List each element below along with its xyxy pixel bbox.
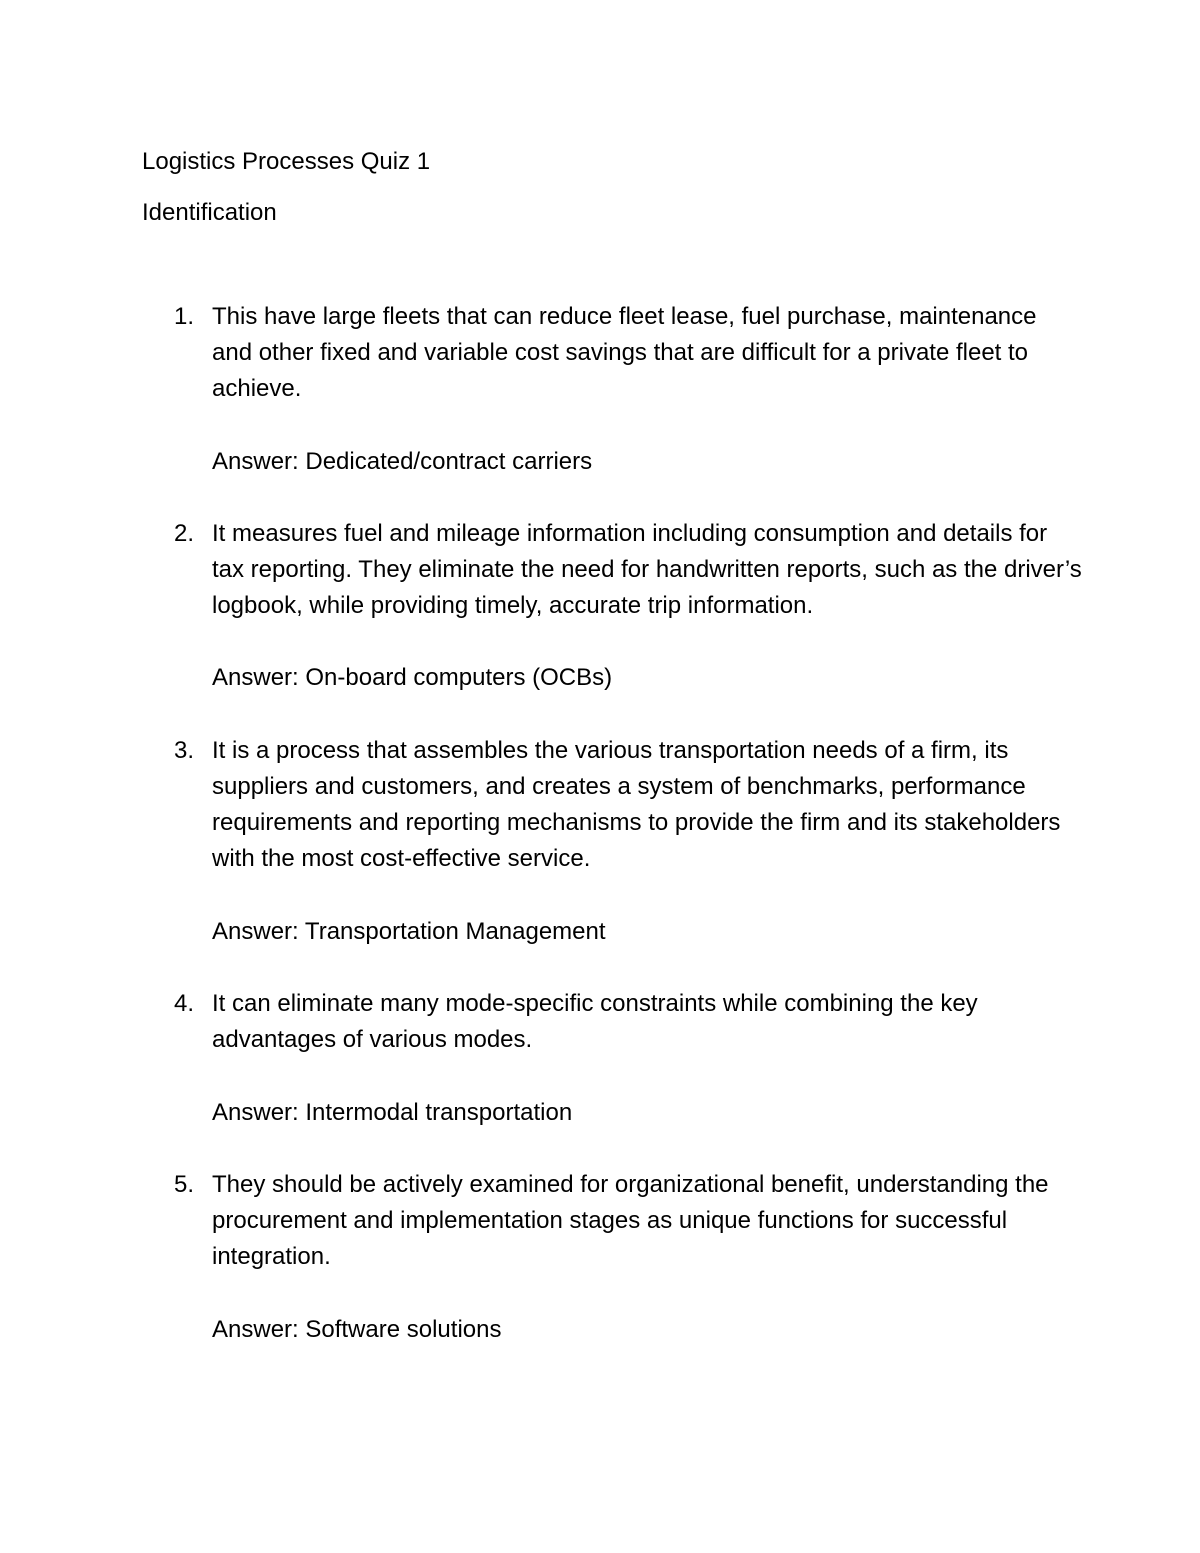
question-number: 1.: [174, 303, 195, 330]
question-number: 3.: [174, 737, 195, 764]
answer-text: Answer: Software solutions: [212, 1316, 502, 1343]
question-text: It measures fuel and mileage information including consumption and details for tax reporting. They eliminate the need for handwritten reports, such as the driver’s logbook, while providing timely, accurate trip information.: [212, 520, 1082, 619]
answer-text: Answer: Intermodal transportation: [212, 1099, 573, 1126]
question-number: 5.: [174, 1171, 195, 1198]
question-text: This have large fleets that can reduce fleet lease, fuel purchase, maintenance and other fixed and variable cost savings that are difficult for a private fleet to achieve.: [212, 303, 1037, 402]
question-number: 4.: [174, 990, 195, 1017]
question-text: It can eliminate many mode-specific constraints while combining the key advantages of various modes.: [212, 990, 978, 1053]
answer-text: Answer: Dedicated/contract carriers: [212, 448, 593, 475]
section-heading: Identification: [142, 199, 277, 226]
answer-text: Answer: Transportation Management: [212, 918, 606, 945]
page-title: Logistics Processes Quiz 1: [142, 148, 431, 175]
question-text: They should be actively examined for organizational benefit, understanding the procurement and implementation stages as unique functions for successful integration.: [212, 1171, 1049, 1270]
question-text: It is a process that assembles the various transportation needs of a firm, its suppliers and customers, and creates a system of benchmarks, performance requirements and reporting mechanisms to provide the firm and its stakeholders with the most cost-effective service.: [212, 737, 1061, 872]
question-number: 2.: [174, 520, 195, 547]
answer-text: Answer: On-board computers (OCBs): [212, 664, 613, 691]
